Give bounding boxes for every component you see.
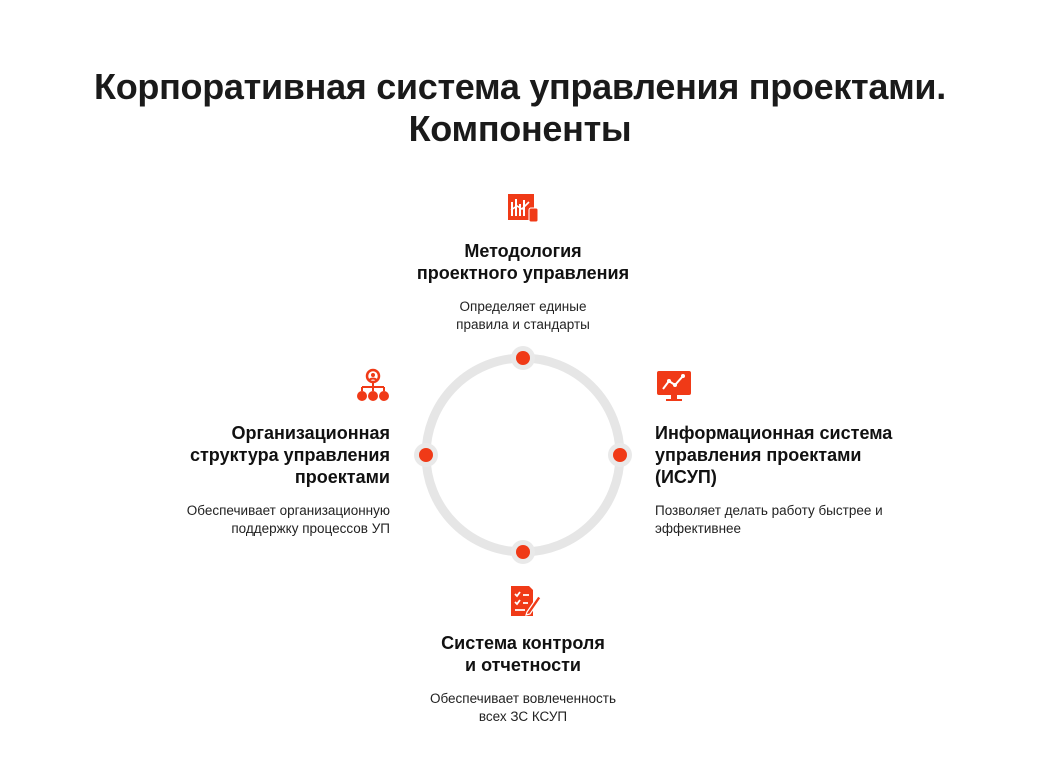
monitor-chart-icon — [656, 368, 692, 404]
component-information-system — [655, 422, 955, 538]
component-information-system-description: Позволяет делать работу быстрее и эффективнее — [655, 503, 883, 536]
checklist-pen-icon — [507, 584, 543, 620]
org-structure-icon — [355, 368, 391, 404]
component-control-reporting-title: Система контроля и отчетности — [441, 633, 605, 675]
component-org-structure-description: Обеспечивает организационную поддержку процессов УП — [186, 503, 390, 536]
component-control-reporting-description: Обеспечивает вовлеченность всех ЗС КСУП — [429, 691, 617, 724]
methodology-book-icon — [505, 190, 541, 226]
component-org-structure — [90, 422, 390, 538]
cycle-ring — [426, 358, 620, 552]
component-methodology-description: Определяет единые правила и стандарты — [456, 299, 590, 332]
component-control-reporting — [383, 632, 663, 726]
ring-node-top — [511, 346, 535, 370]
ring-node-bottom — [511, 540, 535, 564]
page-title-line-2: Компоненты — [408, 108, 632, 149]
ring-node-right — [608, 443, 632, 467]
ring-node-left — [414, 443, 438, 467]
component-methodology — [383, 240, 663, 334]
component-org-structure-title: Организационная структура управления проектами — [189, 423, 390, 487]
component-information-system-title: Информационная система управления проектами (ИСУП) — [655, 423, 893, 487]
page-title-line-1: Корпоративная система управления проектами. — [94, 66, 946, 107]
component-methodology-title: Методология проектного управления — [416, 241, 630, 283]
